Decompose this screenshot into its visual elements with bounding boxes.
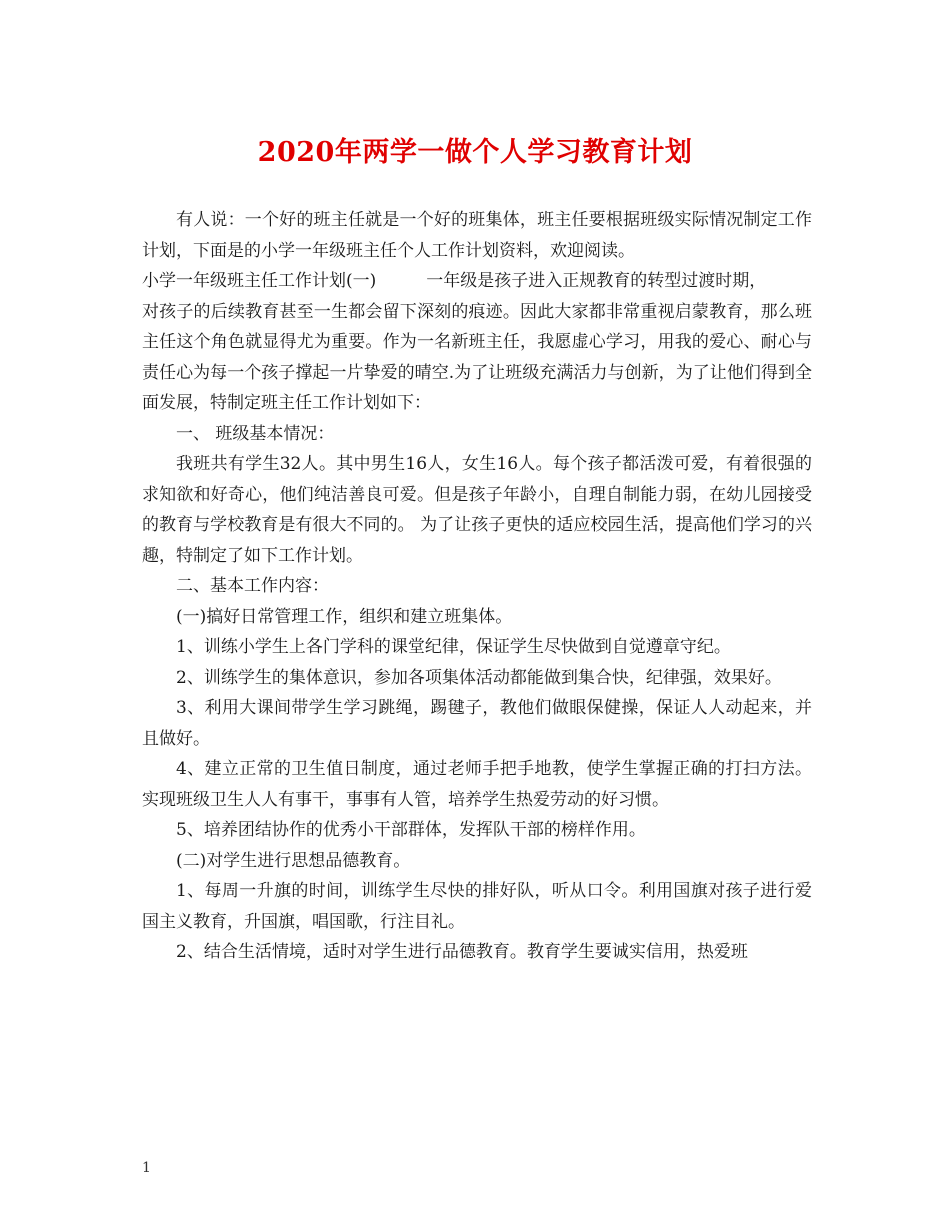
list-item: 2、训练学生的集体意识，参加各项集体活动都能做到集合快，纪律强，效果好。 [176,667,782,688]
document-body [142,205,812,968]
list-item: 3、利用大课间带学生学习跳绳，踢毽子，教他们做眼保健操，保证人人动起来，并且做好。 [142,698,812,749]
list-item: 4、建立正常的卫生值日制度，通过老师手把手地教，使学生掌握正确的打扫方法。实现班级卫生人人有事干，事事有人管，培养学生热爱劳动的好习惯。 [142,759,812,810]
plan-heading: 小学一年级班主任工作计划(一) [142,271,377,291]
section-heading-work-content: 二、基本工作内容： [176,576,329,596]
subsection-heading-moral-education: (二)对学生进行思想品德教育。 [176,850,411,871]
list-item: 5、培养团结协作的优秀小干部群体，发挥队干部的榜样作用。 [176,820,646,840]
paragraph-intro: 有人说：一个好的班主任就是一个好的班集体，班主任要根据班级实际情况制定工作计划，下面是的小学一年级班主任个人工作计划资料，欢迎阅读。 [142,210,812,261]
page-number: 1 [142,1160,151,1176]
list-item: 1、每周一升旗的时间，训练学生尽快的排好队，听从口令。利用国旗对孩子进行爱国主义教育，升国旗，唱国歌，行注目礼。 [142,881,812,932]
subsection-heading-daily-management: (一)搞好日常管理工作，组织和建立班集体。 [176,606,513,627]
section-heading-basic-situation: 一、 班级基本情况： [176,423,335,444]
plan-lead: 一年级是孩子进入正规教育的转型过渡时期， [426,271,767,291]
paragraph-plan-heading-line [142,266,812,297]
paragraph-plan-body: 对孩子的后续教育甚至一生都会留下深刻的痕迹。因此大家都非常重视启蒙教育，那么班主任这个角色就显得尤为重要。作为一名新班主任，我愿虚心学习，用我的爱心、耐心与责任心为每一个孩子撑起一片挚爱的晴空.为了让班级充满活力与创新，为了让他们得到全面发展，特制定班主任工作计划如下： [142,301,812,413]
document-title: 2020年两学一做个人学习教育计划 [257,137,693,168]
paragraph-class-situation: 我班共有学生32人。其中男生16人，女生16人。每个孩子都活泼可爱，有着很强的求知欲和好奇心，他们纯洁善良可爱。但是孩子年龄小，自理自制能力弱，在幼儿园接受的教育与学校教育是有很大不同的。 为了让孩子更快的适应校园生活，提高他们学习的兴趣，特制定了如下工作计划。 [142,454,812,566]
list-item: 2、结合生活情境，适时对学生进行品德教育。教育学生要诚实信用，热爱班 [176,942,748,962]
list-item: 1、训练小学生上各门学科的课堂纪律，保证学生尽快做到自觉遵章守纪。 [176,637,731,657]
